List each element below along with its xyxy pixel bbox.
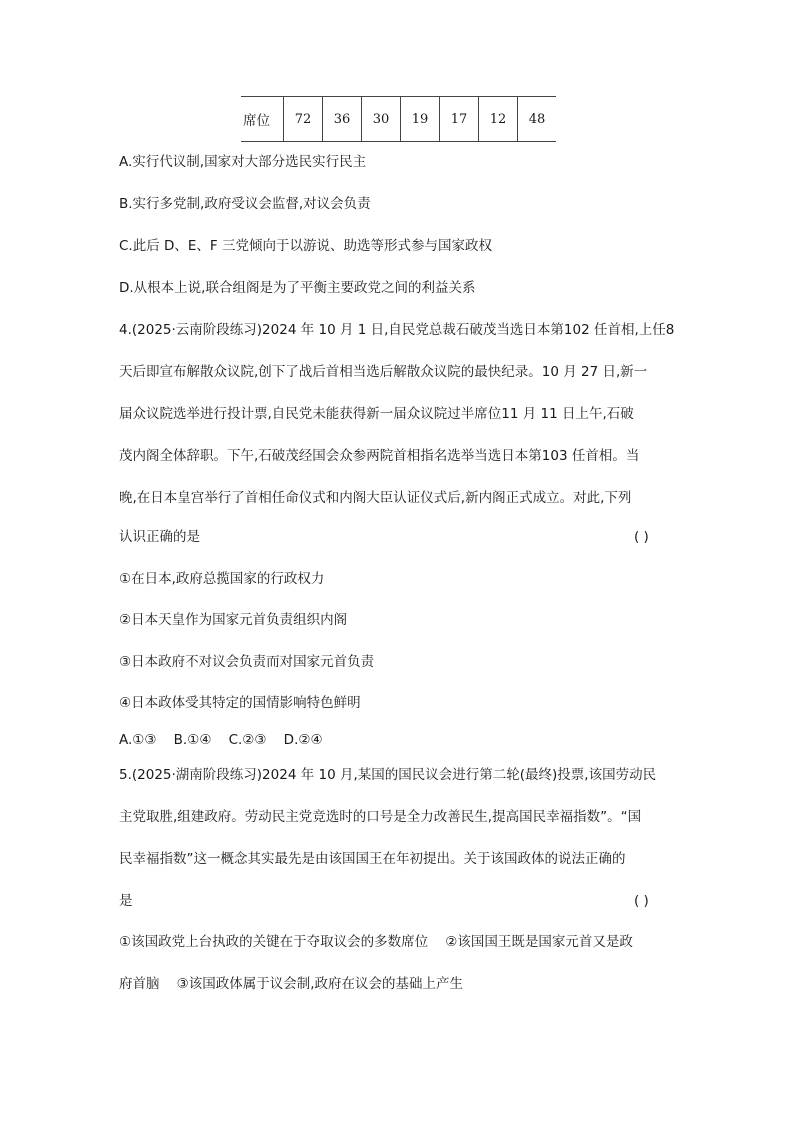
- table-cell: 12: [479, 97, 518, 142]
- table-cell: 30: [362, 97, 401, 142]
- q5-statements-line: 府首脑 ③该国政体属于议会制,政府在议会的基础上产生: [119, 976, 464, 992]
- q4-stem-line: 晚,在日本皇宫举行了首相任命仪式和内阁大臣认证仪式后,新内阁正式成立。对此,下列: [119, 490, 632, 506]
- q4-statement-4: ④日本政体受其特定的国情影响特色鲜明: [119, 695, 361, 711]
- table-cell: 36: [323, 97, 362, 142]
- table-cell: 48: [518, 97, 557, 142]
- q4-stem-line: 茂内阁全体辞职。下午,石破茂经国会众参两院首相指名选举当选日本第103 任首相。当: [119, 448, 640, 464]
- q4-stem-line: 认识正确的是: [119, 529, 200, 545]
- q3-option-a: A.实行代议制,国家对大部分选民实行民主: [119, 154, 367, 170]
- q5-answer-blank: ( ): [634, 893, 649, 909]
- q4-statement-1: ①在日本,政府总揽国家的行政权力: [119, 571, 325, 587]
- table-cell: 17: [440, 97, 479, 142]
- q4-statement-3: ③日本政府不对议会负责而对国家元首负责: [119, 654, 375, 670]
- seat-table: [241, 96, 556, 142]
- table-cell: 19: [401, 97, 440, 142]
- q4-choices: A.①③ B.①④ C.②③ D.②④: [119, 732, 323, 748]
- q4-stem-line: 届众议院选举进行投计票,自民党未能获得新一届众议院过半席位11 月 11 日上午,石破: [119, 406, 634, 422]
- q5-stem-line: 5.(2025·湖南阶段练习)2024 年 10 月,某国的国民议会进行第二轮(最终)投票,该国劳动民: [119, 767, 657, 783]
- table-row: [241, 97, 556, 142]
- q5-statements-line: ①该国政党上台执政的关键在于夺取议会的多数席位 ②该国国王既是国家元首又是政: [119, 934, 633, 950]
- q4-stem-line: 4.(2025·云南阶段练习)2024 年 10 月 1 日,自民党总裁石破茂当选日本第102 任首相,上任8: [119, 322, 675, 338]
- q5-stem-line: 是: [119, 893, 133, 909]
- table-cell: 72: [284, 97, 323, 142]
- q3-option-c: C.此后 D、E、F 三党倾向于以游说、助选等形式参与国家政权: [119, 238, 492, 254]
- table-row-label: 席位: [241, 97, 284, 142]
- q5-stem-line: 主党取胜,组建政府。劳动民主党竞选时的口号是全力改善民生,提高国民幸福指数”。“国: [119, 809, 642, 825]
- q4-stem-line: 天后即宣布解散众议院,创下了战后首相当选后解散众议院的最快纪录。10 月 27 日,新一: [119, 364, 648, 380]
- q5-stem-line: 民幸福指数”这一概念其实最先是由该国国王在年初提出。关于该国政体的说法正确的: [119, 851, 626, 867]
- q4-statement-2: ②日本天皇作为国家元首负责组织内阁: [119, 612, 348, 628]
- q3-option-b: B.实行多党制,政府受议会监督,对议会负责: [119, 196, 371, 212]
- q3-option-d: D.从根本上说,联合组阁是为了平衡主要政党之间的利益关系: [119, 280, 476, 296]
- q4-answer-blank: ( ): [634, 529, 649, 545]
